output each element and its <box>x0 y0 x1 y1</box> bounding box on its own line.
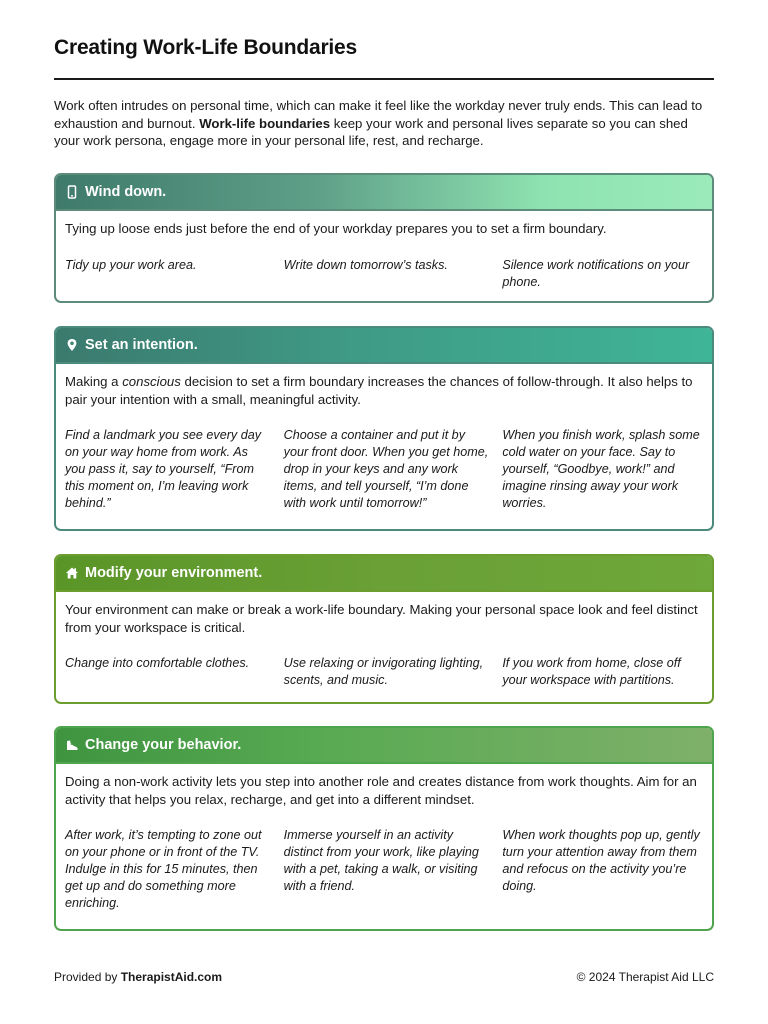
tip-item: Immerse yourself in an activity distinct from your work, like playing with a pet, taking a walk, or visiting with a friend. <box>283 828 479 893</box>
tips-row <box>65 827 703 912</box>
section-title: Wind down. <box>85 184 167 200</box>
footer-provided-by: Provided by TherapistAid.com <box>54 970 223 984</box>
section-description: Tying up loose ends just before the end of your workday prepares you to set a firm boundary. <box>65 221 607 236</box>
tip-item: Change into comfortable clothes. <box>65 656 250 670</box>
tip-item: Tidy up your work area. <box>65 257 197 272</box>
tips-row <box>65 427 703 512</box>
intro-text-end: keep your work and personal lives separate so you can shed your work persona, engage more in your personal life, rest, and recharge. <box>54 115 688 148</box>
tip-item: Choose a container and put it by your front door. When you get home, drop in your keys and any work items, and tell yourself, “I’m done with work until tomorrow!” <box>283 428 489 510</box>
tip-item: Use relaxing or invigorating lighting, scents, and music. <box>283 656 484 687</box>
section-header <box>56 328 712 364</box>
tip-item: If you work from home, close off your workspace with partitions. <box>502 656 681 687</box>
shoe-icon <box>65 738 79 752</box>
tip-item: Silence work notifications on your phone. <box>502 257 690 289</box>
footer-brand-link[interactable]: TherapistAid.com <box>120 970 223 984</box>
page-title: Creating Work-Life Boundaries <box>54 36 358 59</box>
section-title: Modify your environment. <box>85 565 263 581</box>
section-modify-environment <box>54 554 714 704</box>
tips-row <box>65 257 703 291</box>
tip-item: Write down tomorrow’s tasks. <box>283 257 448 272</box>
tip-item: Find a landmark you see every day on your way home from work. As you pass it, say to yourself, “From this moment on, I’m leaving work behind.” <box>65 428 262 510</box>
tips-row <box>65 655 703 689</box>
section-change-behavior <box>54 726 714 931</box>
title-divider <box>54 78 714 80</box>
section-header <box>56 728 712 764</box>
emphasis-word: conscious <box>122 374 181 389</box>
section-description: Your environment can make or break a work-life boundary. Making your personal space look and feel distinct from your workspace is critical. <box>65 602 698 635</box>
footer-copyright: © 2024 Therapist Aid LLC <box>576 970 714 984</box>
section-title: Set an intention. <box>85 337 198 353</box>
section-header <box>56 556 712 592</box>
intro-bold-term: Work-life boundaries <box>199 115 331 131</box>
tip-item: When work thoughts pop up, gently turn your attention away from them and refocus on the activity you’re doing. <box>502 828 700 893</box>
tip-item: When you finish work, splash some cold water on your face. Say to yourself, “Goodbye, work!” and imagine rinsing away your work worries. <box>502 428 700 510</box>
home-icon <box>65 566 79 580</box>
section-set-intention <box>54 326 714 531</box>
intro-paragraph <box>54 97 714 150</box>
tip-item: After work, it’s tempting to zone out on your phone or in front of the TV. Indulge in this for 15 minutes, then get up and do something more enriching. <box>65 828 262 910</box>
section-description: Making a conscious decision to set a firm boundary increases the chances of follow-through. It also helps to pair your intention with a small, meaningful activity. <box>65 374 693 407</box>
phone-icon <box>65 185 79 199</box>
section-title: Change your behavior. <box>85 737 242 753</box>
section-wind-down <box>54 173 714 303</box>
intro-text-start: Work often intrudes on personal time, which can make it feel like the workday never truly ends. This can lead to exhaustion and burnout. <box>54 98 703 131</box>
location-pin-icon <box>65 338 79 352</box>
section-description: Doing a non-work activity lets you step into another role and creates distance from work thoughts. Aim for an activity that helps you relax, recharge, and get into a different mindset. <box>65 774 697 807</box>
section-header <box>56 175 712 211</box>
